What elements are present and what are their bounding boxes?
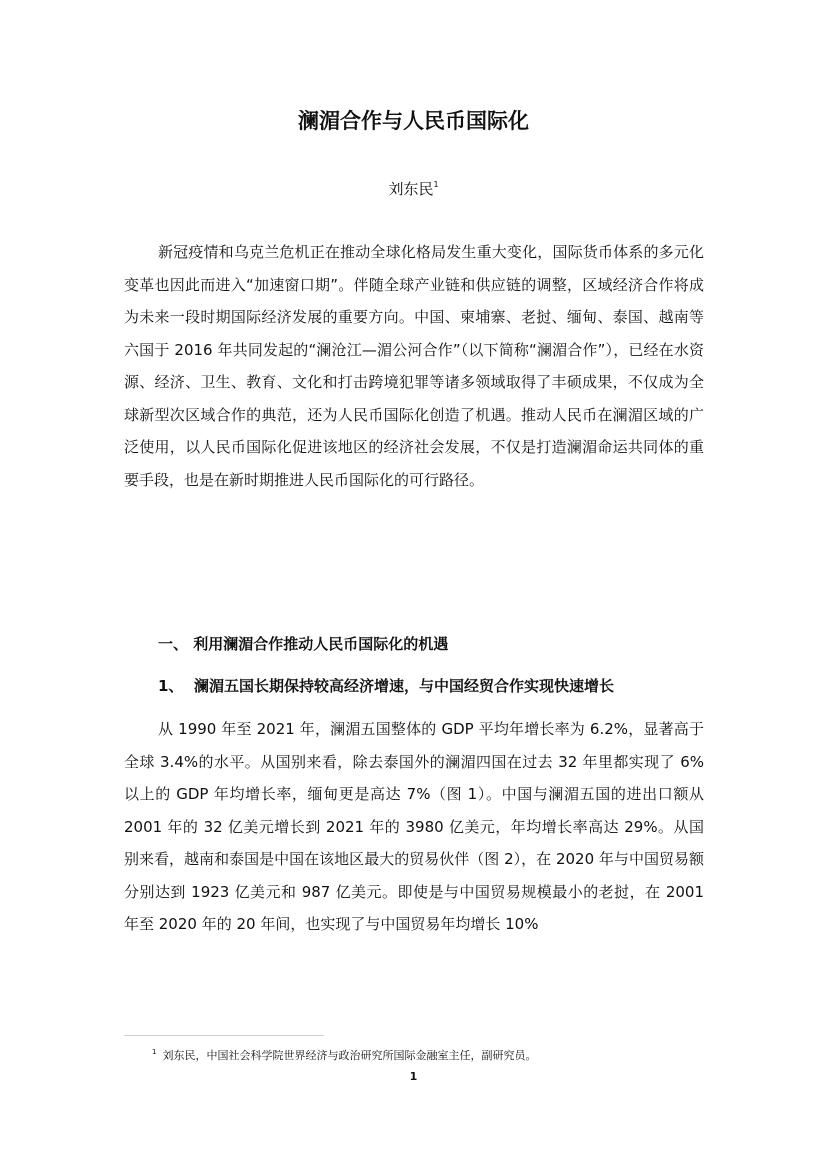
footnote-separator (124, 1035, 324, 1036)
intro-paragraph: 新冠疫情和乌克兰危机正在推动全球化格局发生重大变化，国际货币体系的多元化变革也因此而进入“加速窗口期”。伴随全球产业链和供应链的调整，区域经济合作将成为未来一段时期国际经济发展的重要方向。中国、柬埔寨、老挝、缅甸、泰国、越南等六国于 2016 年共同发起的“澜沧江—湄公河合作”（以下简称“澜湄合作”），已经在水资源、经济、卫生、教育、文化和打击跨境犯罪等诸多领域取得了丰硕成果，不仅成为全球新型次区域合作的典范，还为人民币国际化创造了机遇。推动人民币在澜湄区域的广泛使用，以人民币国际化促进该地区的经济社会发展，不仅是打造澜湄命运共同体的重要手段，也是在新时期推进人民币国际化的可行路径。 (124, 243, 704, 489)
author-footnote-marker: 1 (433, 180, 439, 189)
author-line (0, 172, 827, 202)
footnote-marker: 1 (152, 1048, 157, 1056)
document-title: 澜湄合作与人民币国际化 (298, 109, 529, 133)
subsection-title: 澜湄五国长期保持较高经济增速，与中国经贸合作实现快速增长 (194, 677, 615, 695)
subsection-number: 1、 (158, 677, 184, 695)
footnote-text: 刘东民，中国社会科学院世界经济与政治研究所国际金融室主任，副研究员。 (162, 1049, 537, 1062)
author-name: 刘东民 (388, 180, 434, 198)
body-paragraph: 从 1990 年至 2021 年，澜湄五国整体的 GDP 平均年增长率为 6.2%，显著高于全球 3.4%的水平。从国别来看，除去泰国外的澜湄四国在过去 32 年里都实现了 6%以上的 GDP 年均增长率，缅甸更是高达 7%（图 1）。中国与澜湄五国的进出口额从 2001 年的 32 亿美元增长到 2021 年的 3980 亿美元，年均增长率高达 29%。从国别来看，越南和泰国是中国在该地区最大的贸易伙伴（图 2），在 2020 年与中国贸易额分别达到 1923 亿美元和 987 亿美元。即使是与中国贸易规模最小的老挝，在 2001 年至 2020 年的 20 年间，也实现了与中国贸易年均增长 10% (124, 720, 704, 933)
page-number: 1 (409, 1070, 418, 1083)
subsection-heading (158, 671, 718, 701)
footnote (152, 1043, 712, 1065)
section-heading: 一、 利用澜湄合作推动人民币国际化的机遇 (158, 635, 449, 653)
